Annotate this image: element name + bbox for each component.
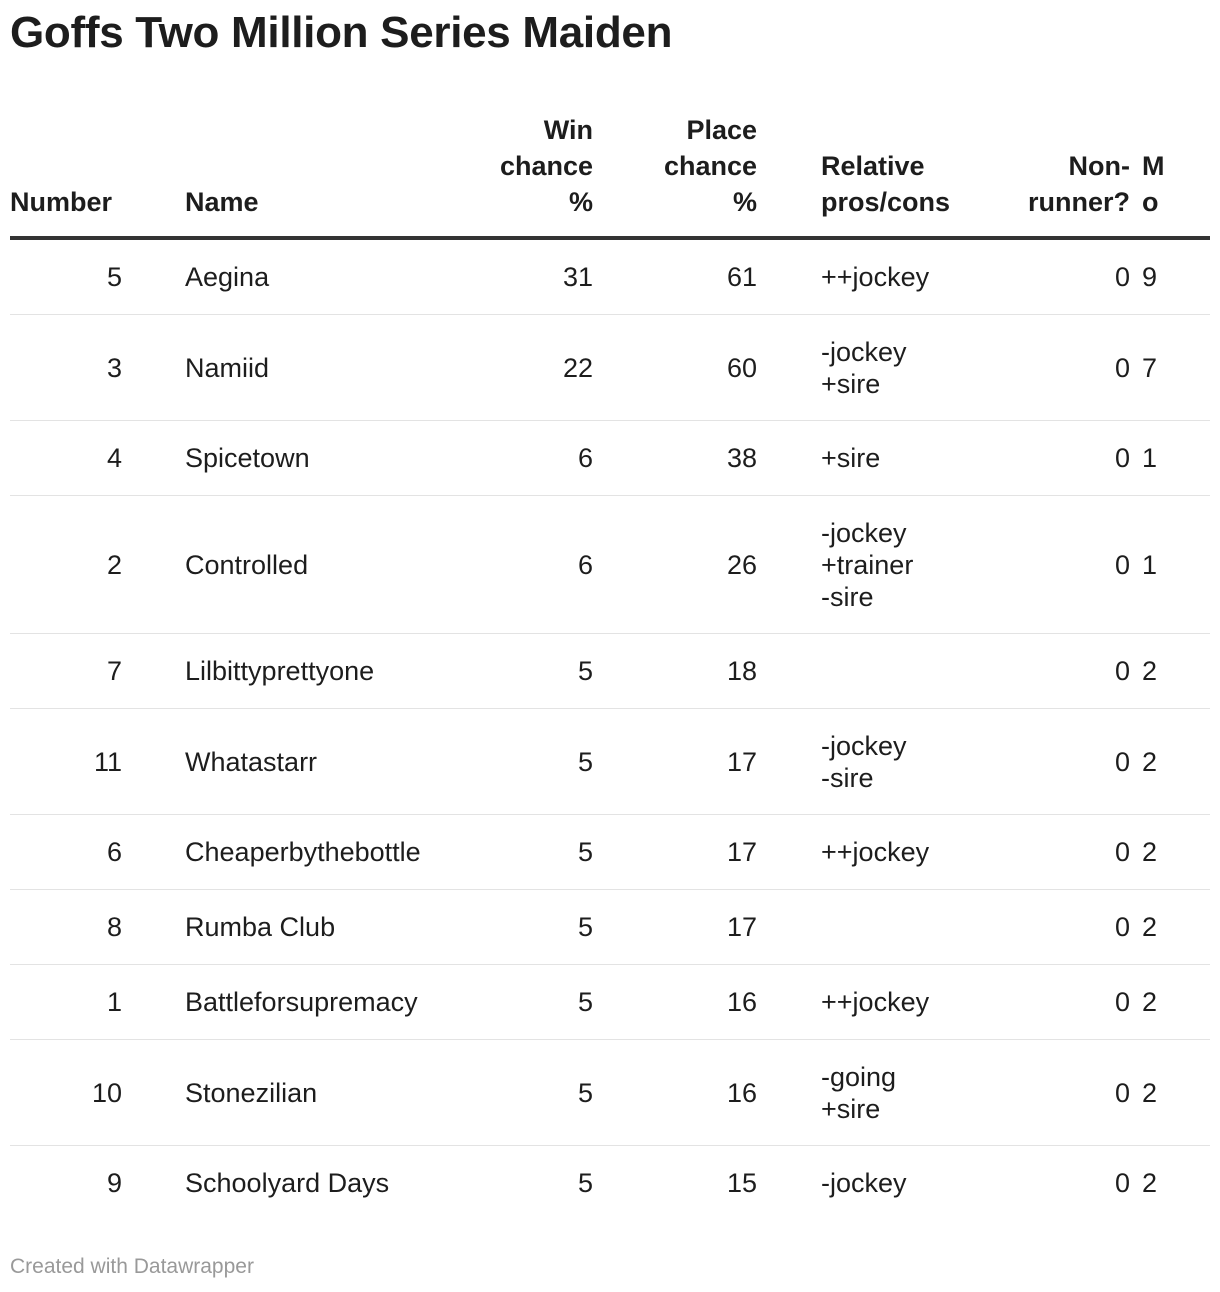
table-row (10, 890, 1210, 965)
cell-odds: 2 (1142, 1168, 1158, 1198)
cell-name: Battleforsupremacy (185, 965, 425, 1040)
header-place-chance[interactable] (593, 112, 757, 238)
cell-gap (757, 1040, 821, 1146)
cell-place-chance: 38 (593, 421, 757, 496)
cell-number: 10 (10, 1040, 122, 1146)
relative-tag: -going (821, 1061, 897, 1092)
header-line: Win (543, 115, 594, 145)
table-row (10, 1040, 1210, 1146)
relative-tag: -jockey (821, 336, 907, 367)
cell-gap (122, 815, 185, 890)
cell-odds: 2 (1130, 709, 1210, 815)
table-row (10, 421, 1210, 496)
header-row (10, 112, 1210, 238)
header-win-chance[interactable] (425, 112, 593, 238)
cell-gap (122, 1040, 185, 1146)
cell-odds: 1 (1130, 496, 1210, 634)
cell-non-runner: 0 (989, 634, 1130, 709)
header-odds[interactable] (1130, 112, 1210, 238)
cell-number: 8 (10, 890, 122, 965)
relative-tag: -sire (821, 581, 874, 612)
cell-number: 5 (10, 238, 122, 315)
table-row (10, 315, 1210, 421)
header-line: Non- (1068, 151, 1131, 181)
cell-number: 6 (10, 815, 122, 890)
cell-place-chance: 16 (593, 1040, 757, 1146)
cell-non-runner: 0 (989, 709, 1130, 815)
cell-non-runner: 0 (989, 496, 1130, 634)
header-non-runner[interactable] (989, 112, 1130, 238)
cell-relative (821, 1146, 989, 1221)
cell-gap (122, 315, 185, 421)
cell-name: Whatastarr (185, 709, 425, 815)
cell-win-chance: 5 (425, 815, 593, 890)
cell-place-chance: 61 (593, 238, 757, 315)
cell-place-chance: 15 (726, 1168, 758, 1198)
cell-gap (757, 496, 821, 634)
cell-number: 7 (10, 634, 122, 709)
footer-credit: Created with Datawrapper (10, 1255, 254, 1278)
cell-relative (821, 634, 989, 709)
cell-odds: 9 (1130, 238, 1210, 315)
cell-odds: 7 (1130, 315, 1210, 421)
cell-non-runner: 0 (989, 315, 1130, 421)
cell-win-chance: 6 (425, 421, 593, 496)
cell-win-chance: 5 (577, 1168, 594, 1198)
header-line: % (733, 187, 758, 217)
cell-win-chance: 31 (425, 238, 593, 315)
header-line: o (1142, 187, 1159, 217)
cell-relative (821, 709, 989, 815)
cell-number: 11 (10, 709, 122, 815)
cell-number: 3 (10, 315, 122, 421)
cell-non-runner: 0 (989, 965, 1130, 1040)
table-row (10, 634, 1210, 709)
cell-relative (821, 1040, 989, 1146)
cell-odds: 2 (1130, 634, 1210, 709)
table-row (10, 1146, 1210, 1221)
cell-place-chance: 60 (593, 315, 757, 421)
cell-number: 1 (10, 965, 122, 1040)
header-line: % (569, 187, 594, 217)
cell-gap (122, 634, 185, 709)
cell-name: Schoolyard Days (185, 1168, 390, 1198)
cell-relative (821, 815, 989, 890)
header-line: Place (686, 115, 758, 145)
cell-name: Cheaperbythebottle (185, 815, 425, 890)
cell-name: Namiid (185, 315, 425, 421)
header-number[interactable] (10, 112, 185, 238)
relative-tag: +sire (821, 368, 881, 399)
cell-relative (821, 238, 989, 315)
cell-name: Lilbittyprettyone (185, 634, 425, 709)
cell-non-runner: 0 (1114, 1168, 1131, 1198)
header-relative[interactable] (821, 112, 989, 238)
cell-gap (122, 965, 185, 1040)
cell-place-chance: 16 (593, 965, 757, 1040)
cell-gap (122, 709, 185, 815)
header-line: Number (10, 187, 113, 217)
table-row (10, 496, 1210, 634)
cell-gap (757, 421, 821, 496)
cell-relative (821, 421, 989, 496)
cell-win-chance: 5 (425, 1040, 593, 1146)
cell-gap (757, 238, 821, 315)
cell-win-chance: 5 (425, 965, 593, 1040)
relative-tag: -jockey (821, 1168, 907, 1198)
cell-relative (821, 965, 989, 1040)
cell-non-runner: 0 (989, 238, 1130, 315)
cell-gap (757, 890, 821, 965)
cell-gap (757, 1146, 821, 1221)
relative-tag: -jockey (821, 730, 907, 761)
cell-win-chance: 5 (425, 709, 593, 815)
cell-place-chance: 26 (593, 496, 757, 634)
cell-gap (757, 315, 821, 421)
chart-title: Goffs Two Million Series Maiden (10, 8, 673, 57)
relative-tag: -jockey (821, 517, 907, 548)
cell-place-chance: 17 (593, 890, 757, 965)
cell-odds: 2 (1130, 1040, 1210, 1146)
cell-gap (757, 709, 821, 815)
cell-win-chance: 5 (425, 634, 593, 709)
relative-tag: +trainer (821, 549, 914, 580)
cell-gap (757, 965, 821, 1040)
relative-tag: ++jockey (821, 262, 930, 292)
table-row (10, 815, 1210, 890)
cell-gap (757, 634, 821, 709)
cell-number: 4 (10, 421, 122, 496)
cell-relative (821, 496, 989, 634)
cell-name: Rumba Club (185, 890, 425, 965)
cell-place-chance: 17 (593, 709, 757, 815)
header-name[interactable] (185, 112, 425, 238)
cell-relative (821, 315, 989, 421)
relative-tag: +sire (821, 1093, 881, 1124)
table-row (10, 238, 1210, 315)
cell-gap (122, 890, 185, 965)
table-container (10, 112, 1210, 1220)
relative-tag: ++jockey (821, 837, 930, 867)
cell-odds: 2 (1130, 890, 1210, 965)
cell-odds: 2 (1130, 965, 1210, 1040)
header-line: Name (185, 187, 259, 217)
cell-name: Aegina (185, 238, 425, 315)
cell-relative (821, 890, 989, 965)
cell-name: Spicetown (185, 421, 425, 496)
cell-gap (122, 496, 185, 634)
cell-non-runner: 0 (989, 421, 1130, 496)
cell-gap (122, 1146, 185, 1221)
cell-gap (757, 815, 821, 890)
cell-place-chance: 18 (593, 634, 757, 709)
header-line: M (1142, 151, 1165, 181)
cell-win-chance: 5 (425, 890, 593, 965)
cell-win-chance: 22 (425, 315, 593, 421)
table-row (10, 965, 1210, 1040)
cell-odds: 2 (1130, 815, 1210, 890)
relative-tag: ++jockey (821, 987, 930, 1017)
cell-number: 9 (106, 1168, 122, 1198)
header-line: pros/cons (821, 187, 951, 217)
relative-tag: -sire (821, 762, 874, 793)
cell-non-runner: 0 (989, 1040, 1130, 1146)
table-row (10, 709, 1210, 815)
cell-gap (122, 421, 185, 496)
cell-name: Stonezilian (185, 1040, 425, 1146)
cell-place-chance: 17 (593, 815, 757, 890)
header-line: runner? (1028, 187, 1131, 217)
cell-non-runner: 0 (989, 815, 1130, 890)
header-line: chance (499, 151, 594, 181)
cell-win-chance: 6 (425, 496, 593, 634)
cell-non-runner: 0 (989, 890, 1130, 965)
header-line: Relative (821, 151, 925, 181)
header-line: chance (663, 151, 758, 181)
cell-gap (122, 238, 185, 315)
race-table (10, 112, 1210, 1220)
relative-tag: +sire (821, 443, 881, 473)
cell-number: 2 (10, 496, 122, 634)
cell-name: Controlled (185, 496, 425, 634)
cell-odds: 1 (1130, 421, 1210, 496)
table-body (10, 238, 1210, 1220)
